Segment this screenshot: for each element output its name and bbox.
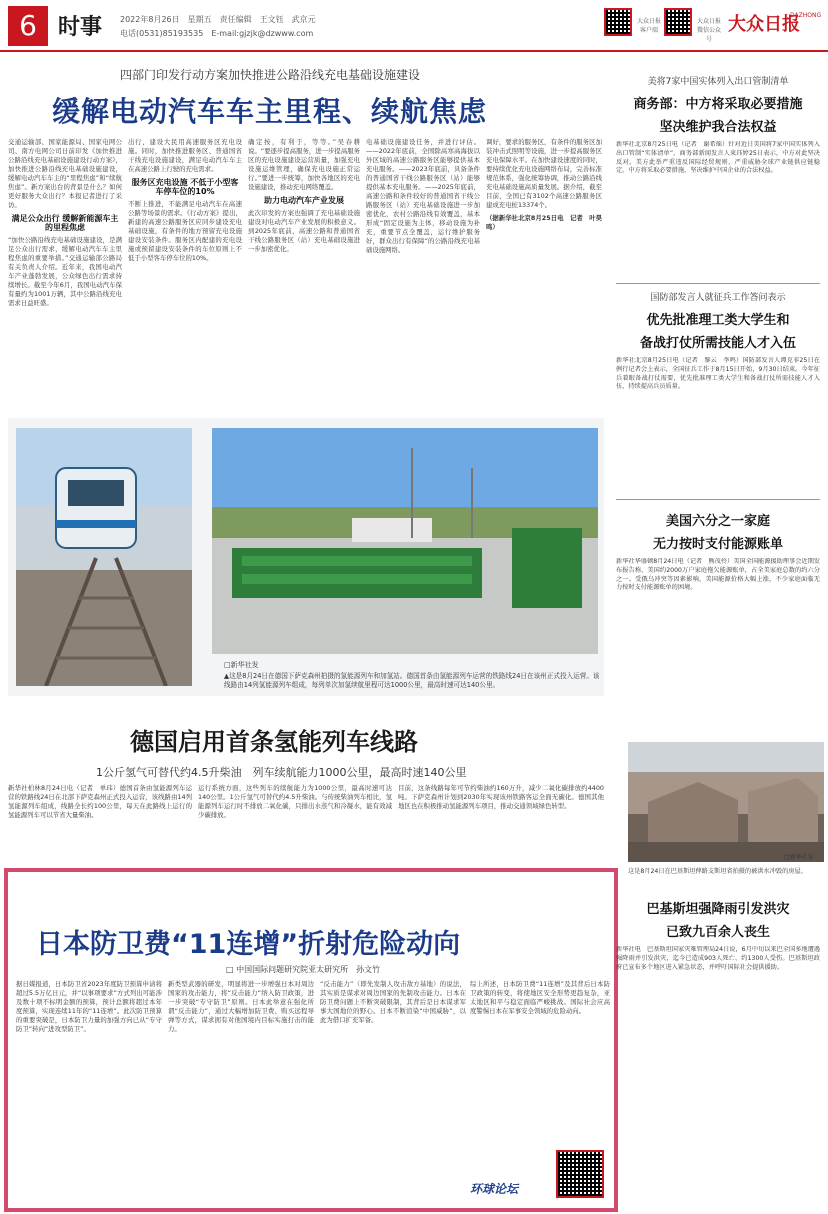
flood-photo-caption: 这是8月24日在巴基斯坦俾路支斯坦省拍摄的被洪水冲毁的房屋。 [628, 868, 807, 875]
lead-subhead: 助力电动汽车产业发展 [264, 196, 344, 205]
lead-column-1 [8, 138, 122, 408]
rail-column-3: 目前，这条线路每年可节约柴油约160万升，减少二氧化碳排放约4400吨。下萨克森州计划到2030年实现该州铁路客运全面无碳化。德国其他地区也在积极推动氢能源列车项目，推动交通领域绿色转型。 [398, 784, 604, 810]
lead-paragraph: 电基础设施建设任务，并进行评估。——2022年底前，全国除高寒高海拔以外区域的高速公路服务区能够提供基本充电服务。——2023年底前，具备条件的普通国省干线公路服务区（站）能够提供基本充电服务。——2025年底前，高速公路和条件较好的普通国省干线公路服务区（站）充电基础设施进一步加密优化，农村公路沿线有效覆盖，基本形成“固定设施为主体，移动设施为补充，重要节点全覆盖，运行维护服务好，群众出行有保障”的公路沿线充电基础设施网络。 [366, 138, 480, 254]
lead-column-3 [248, 138, 360, 408]
article4 [612, 892, 824, 1186]
divider [616, 283, 820, 284]
article2-title-line2: 备战打仗所需技能人才入伍 [639, 336, 796, 351]
lead-subhead: 满足公众出行 缓解新能源车主的里程焦虑 [11, 214, 119, 232]
qr-code-icon [556, 1150, 604, 1198]
flood-photo [628, 742, 824, 862]
lead-kicker: 四部门印发行动方案加快推进公路沿线充电基础设施建设 [120, 68, 421, 82]
defense-column-4: 综上所述，日本防卫费“11连增”及其背后日本防卫政策的转变，将使地区安全形势更趋复杂，亚太地区和平与稳定面临严峻挑战。国际社会应高度警惕日本在军事安全领域的危险动向。 [470, 980, 610, 1015]
lead-column-4 [366, 138, 480, 408]
lead-paragraph: 出行，建设大民用高速服务区充电设施。同时，加快推进服务区、普通国省干线充电设施建设，满足电动汽车车主在高速公路上行驶的充电需求。 [128, 138, 242, 173]
rail-column-1: 新华社柏林8月24日电（记者 单玮）德国首条由氢能源列车运营的铁路线24日在北部下萨克森州正式投入运营，该线路由14列氢能源列车组成，线路全长约100公里，每天在此路线上运行的氢能源列车可以节省大量柴油。 [8, 784, 192, 819]
article4-title-line1: 巴基斯坦强降雨引发洪灾 [646, 902, 790, 917]
lead-paragraph: 调好，要求的服务区，有条件的服务区加装冲击式照明等设施，进一步提高服务区充电保障水平。在加快建设速度的同时，要持续优化充电设施网络布局，完善标准规范体系，强化统筹协调，推动公路沿线充电基础设施高质量发展。据介绍，截至目前，全国已有3102个高速公路服务区建成充电桩13374个。 [486, 138, 602, 209]
newspaper-logo-sub: DAZHONG [790, 12, 822, 19]
lead-subhead: 服务区充电设施 不低于小型客车停车位的10% [131, 178, 239, 196]
defense-column-3: “反击能力”（即先发制人攻击敌方基地）的说法，其实质是谋求对周边国家的先制攻击能力。日本在防卫费问题上不断突破限制，其背后是日本谋求军事大国地位的野心。日本不断渲染“中国威胁”，以此为借口扩充军备。 [320, 980, 466, 1024]
qr-code-icon [604, 8, 632, 36]
lead-headline: 缓解电动汽车车主里程、续航焦虑 [52, 95, 488, 128]
rail-headline: 德国启用首条氢能列车线路 [130, 728, 418, 756]
hydrogen-train-photo [16, 428, 192, 686]
article2-body: 新华社北京8月25日电（记者 黎云 李鸣）国防部发言人谭克非25日在例行记者会上表示，全国征兵工作于8月15日开始，9月30日结束。今年征兵着眼备战打仗需要，优先批准理工类大学生和备战打仗所需技能人才入伍，持续提高兵员质量。 [616, 357, 820, 391]
qr2-label: 大众日报微信公众号 [696, 18, 721, 43]
photo-caption: ▲这是8月24日在德国下萨克森州拍摄的氢能源列车和加氢站。德国首条由氢能源列车运营的铁路线24日在该州正式投入运营。该线路由14列氢能源列车组成，每列单次加氢续航里程可达1000公里，最高时速可达140公里。 [224, 672, 600, 689]
article3-body: 新华社华盛顿8月24日电（记者 熊茂伶）美国全国能源援助理事会近期发布报告称，美国约2000万户家庭拖欠能源账单，占全美家庭总数的约六分之一。受俄乌冲突等因素影响，美国能源价格大幅上涨，不少家庭面临无力按时支付能源账单的困境。 [616, 558, 820, 592]
page-number: 6 [8, 6, 48, 46]
rail-column-2: 运行系统方面，这些列车的续航能力为1000公里，最高时速可达140公里。1公斤氢气可替代约4.5升柴油。与传统柴油列车相比，氢能源列车运行时不排放二氧化碳，只排出水蒸气和冷凝水，能有效减少碳排放。 [198, 784, 392, 819]
photo-credit: □新华社发 [224, 661, 259, 669]
article2-title-line1: 优先批准理工类大学生和 [646, 313, 790, 328]
defense-author: □ 中国国际问题研究院亚太研究所 孙文竹 [226, 965, 381, 974]
article1-title-line2: 坚决维护我合法权益 [659, 120, 777, 135]
issue-meta: 2022年8月26日 星期五 责任编辑 王文钰 武京元 [120, 15, 316, 24]
article3-title-line2: 无力按时支付能源账单 [652, 537, 783, 552]
lead-paragraph: “加快公路沿线充电基础设施建设，是满足公众出行需求、缓解电动汽车车主里程焦虑的重要举措。”交通运输部公路局有关负责人介绍。近年来，我国电动汽车产业蓬勃发展，公众绿色出行需求持续增长。截至今年6月，我国电动汽车保有量约为1001万辆，其中公路沿线充电需求日益旺盛。 [8, 236, 122, 307]
lead-credit: （据新华社北京8月25日电 记者 叶昊鸣） [486, 214, 602, 231]
column-badge: 环球论坛 [470, 1182, 519, 1196]
defense-headline: 日本防卫费“11连增”折射危险动向 [36, 929, 461, 960]
article1-kicker: 美将7家中国实体列入出口管制清单 [647, 77, 789, 87]
qr1-label: 大众日报客户端 [636, 18, 661, 34]
defense-column-2: 新类型武器的研发，明显将进一步增强日本对周边国家的攻击能力，将“反击能力”纳入防卫政策，进一步突破“专守防卫”原则。日本此举意在强化所谓“反击能力”，通过大幅增加防卫费、购买远程导弹等方式，谋求拥有对他国境内目标实施打击的能力。 [168, 980, 314, 1033]
hydrogen-station-photo [212, 428, 598, 654]
lead-paragraph: 不断上推进，不能满足电动汽车在高速公路等场景的需求。《行动方案》提出，新建的高速公路服务区应同步建设充电基础设施，有条件的地方预留充电设施建设安装条件。服务区内配建的充电设施或预留建设安装条件的车位原则上不低于小型客车停车位的10%。 [128, 200, 242, 262]
newspaper-logo: 大众日报 [728, 14, 800, 35]
contact-meta: 电话(0531)85193535 E-mail:gjzjk@dzwww.com [120, 29, 314, 38]
lead-paragraph: 确定按，有利于，等等。”吴春耕说。“要逐步提高服务，进一步提高服务区的充电设施建设运营质量，加强充电设施运维管理，确保充电设施正常运行。”要进一步统筹，加快各地区的充电设施建设，推动充电网络覆盖。 [248, 138, 360, 191]
lead-paragraph: 此次印发的方案也强调了充电基础设施建设对电动汽车产业发展的积极意义。到2025年底前，高速公路和普通国省干线公路服务区（站）充电基础设施进一步加密优化。 [248, 209, 360, 253]
article1-body: 新华社北京8月25日电（记者 谢希瑶）针对近日美国将7家中国实体列入出口管制“实体清单”，商务部新闻发言人束珏婷25日表示，中方对此坚决反对。美方此举严重违反国际经贸规则，严重威胁全球产业链供应链稳定。中方将采取必要措施，坚决维护中国企业的合法权益。 [616, 141, 820, 175]
page-header [0, 0, 828, 52]
section-title: 时事 [58, 14, 103, 40]
lead-column-2 [128, 138, 242, 408]
lead-column-5 [486, 138, 602, 408]
article4-body: 新华社电 巴基斯坦国家灾难管理局24日说，6月中旬以来巴全国多地遭遇强降雨并引发洪灾，迄今已造成903人死亡、约1300人受伤。巴基斯坦政府已宣布多个地区进入紧急状态，并呼吁国际社会提供援助。 [616, 946, 820, 971]
defense-column-1: 据日媒报道，日本防卫省2023年度防卫预算申请将超过5.5万亿日元，并“以事项要求”方式列出可能涉及数十项不标明金额的预算，预计总额将超过本年度预算，实现连续11年的“11连增”。此次防卫预算的重要突破是，日本防卫力量的加强方向已从“专守防卫”转向“进攻型防卫”。 [16, 980, 162, 1033]
article4-title-line2: 已致九百余人丧生 [665, 925, 770, 940]
divider [616, 499, 820, 500]
article3-title-line1: 美国六分之一家庭 [665, 514, 770, 529]
lead-paragraph: 交通运输部、国家能源局、国家电网公司、南方电网公司日前印发《加快推进公路沿线充电基础设施建设行动方案》，加快推进公路沿线充电基础设施建设，缓解电动汽车车主的“里程焦虑”和“续航焦虑”。新方案出台的背景是什么？如何更好服务大众出行？本报记者进行了采访。 [8, 138, 122, 209]
article2-kicker: 国防部发言人就征兵工作答问表示 [650, 293, 786, 303]
flood-photo-credit: □新华社发 [784, 854, 814, 861]
qr-code-icon [664, 8, 692, 36]
rail-subheadline: 1公斤氢气可替代约4.5升柴油 列车续航能力1000公里，最高时速140公里 [96, 766, 467, 779]
article1-title-line1: 商务部：中方将采取必要措施 [633, 97, 803, 112]
